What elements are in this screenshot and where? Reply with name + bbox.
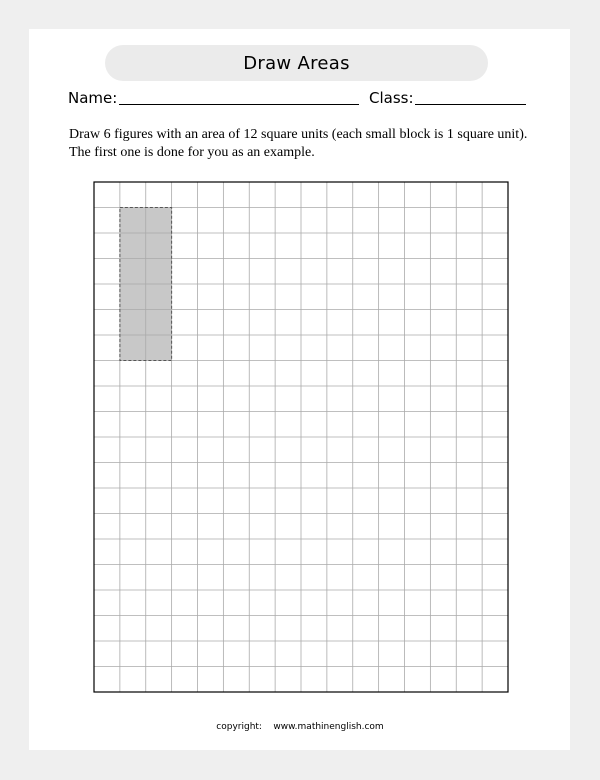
name-label: Name:	[68, 89, 118, 107]
instructions	[69, 126, 549, 162]
instruction-line-1: Draw 6 figures with an area of 12 square units (each small block is 1 square unit).	[69, 127, 528, 142]
class-field[interactable]	[415, 104, 526, 105]
class-label: Class:	[369, 89, 414, 107]
website-link: www.mathinenglish.com	[273, 722, 384, 732]
instruction-line-2: The first one is done for you as an example.	[69, 145, 315, 160]
drawing-grid[interactable]	[93, 181, 511, 693]
title-banner	[105, 45, 488, 81]
page-title: Draw Areas	[243, 52, 350, 74]
name-field[interactable]	[119, 104, 359, 105]
footer	[0, 722, 600, 732]
copyright-label: copyright:	[216, 722, 262, 732]
